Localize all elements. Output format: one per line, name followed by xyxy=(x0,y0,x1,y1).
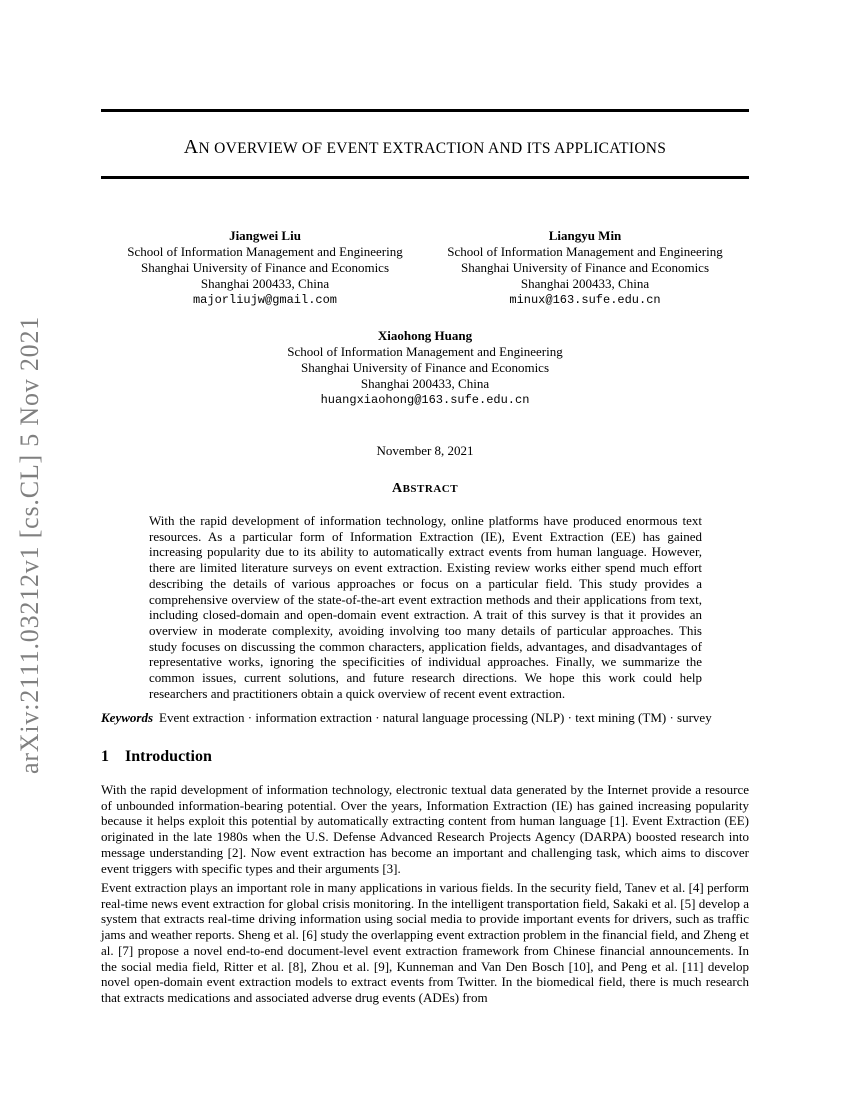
abstract-heading-first: A xyxy=(391,481,403,496)
author-address: Shanghai 200433, China xyxy=(520,276,650,291)
title-rule-top xyxy=(101,109,749,112)
keywords-label: Keywords xyxy=(101,710,153,725)
abstract-text: With the rapid development of information technology, online platforms have produced enormous text resources. As a particular form of Information Extraction (IE), Event Extraction (EE) has gained increasing popularity due to its ability to automatically extract events from human language. However, there are limited literature surveys on event extraction. Existing review works either spend much effort describing the details of various approaches or focus on a particular field. This study provides a comprehensive overview of the state-of-the-art event extraction methods and their applications from text, including closed-domain and open-domain event extraction. A trait of this survey is that it provides an overview in moderate complexity, avoiding involving too many details of particular approaches. This study focuses on discussing the common characters, application fields, advantages, and disadvantages of representative works, ignoring the specificities of individual approaches. Finally, we summarize the common issues, current solutions, and future research directions. We hope this work could help researchers and practitioners obtain a quick overview of recent event extraction. xyxy=(149,513,702,701)
author-name: Liangyu Min xyxy=(548,228,622,243)
author-affiliation: School of Information Management and Engineering xyxy=(447,244,723,259)
author-university: Shanghai University of Finance and Economics xyxy=(460,260,710,275)
paper-date: November 8, 2021 xyxy=(376,443,474,458)
keywords-text: Event extraction · information extraction · natural language processing (NLP) · text mining (TM) · survey xyxy=(159,710,712,725)
body-paragraph: Event extraction plays an important role in many applications in various fields. In the security field, Tanev et al. [4] perform real-time news event extraction for global crisis monitoring. In the intelligent transportation field, Sakaki et al. [5] develop a system that extracts real-time driving information using social media to provide important events for drivers, such as traffic jams and weather reports. Sheng et al. [6] study the overlapping event extraction problem in the financial field, and Zheng et al. [7] propose a novel end-to-end document-level event extraction framework from Chinese financial announcements. In the social media field, Ritter et al. [8], Zhou et al. [9], Kunneman and Van Den Bosch [10], and Peng et al. [11] develop novel open-domain event extraction models to extract events from Twitter. In the biomedical field, there is much research that extracts medications and associated adverse drug events (ADEs) from xyxy=(101,880,749,1005)
author-email[interactable]: huangxiaohong@163.sufe.edu.cn xyxy=(320,393,530,407)
abstract-heading xyxy=(101,479,749,498)
author-email[interactable]: majorliujw@gmail.com xyxy=(192,293,338,307)
author-address: Shanghai 200433, China xyxy=(360,376,490,391)
arxiv-id: arXiv:2111.03212v1 [cs.CL] 5 Nov 2021 xyxy=(15,315,44,774)
section-title: Introduction xyxy=(125,748,212,765)
author-block xyxy=(112,228,418,309)
author-affiliation: School of Information Management and Engineering xyxy=(287,344,563,359)
author-name: Jiangwei Liu xyxy=(229,228,301,243)
author-university: Shanghai University of Finance and Economics xyxy=(300,360,550,375)
author-name: Xiaohong Huang xyxy=(377,328,473,343)
author-email[interactable]: minux@163.sufe.edu.cn xyxy=(509,293,661,307)
abstract-heading-rest: BSTRACT xyxy=(402,483,459,495)
author-university: Shanghai University of Finance and Economics xyxy=(140,260,390,275)
section-number: 1 xyxy=(101,748,109,765)
section-heading xyxy=(101,746,749,768)
title-rule-bottom xyxy=(101,176,749,179)
title-first-letter: A xyxy=(183,136,199,158)
title-rest: N OVERVIEW OF EVENT EXTRACTION AND ITS APPLICATIONS xyxy=(198,140,667,157)
body-paragraph: With the rapid development of information technology, electronic textual data generated by the Internet provide a resource of unbounded information-bearing potential. Over the years, Information Extraction (IE) has gained increasing popularity because it helps exploit this potential by automatically extracting content from human language [1]. Event Extraction (EE) originated in the late 1980s when the U.S. Defense Advanced Research Projects Agency (DARPA) boosted research into message understanding [2]. Now event extraction has become an important and challenging task, which aims to discover event triggers with specific types and their arguments [3]. xyxy=(101,782,749,876)
keywords-line xyxy=(101,710,761,726)
author-block xyxy=(432,228,738,309)
author-address: Shanghai 200433, China xyxy=(200,276,330,291)
author-affiliation: School of Information Management and Engineering xyxy=(127,244,403,259)
paper-title xyxy=(101,133,749,163)
author-block xyxy=(272,328,578,409)
